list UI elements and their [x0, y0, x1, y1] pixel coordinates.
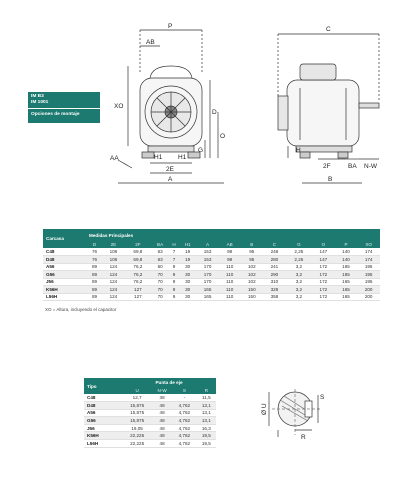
table-cell: 108 — [102, 248, 125, 256]
table-cell: 358 — [263, 293, 286, 301]
shaft-col-header: S — [172, 387, 197, 394]
row-label: C48 — [43, 248, 87, 256]
row-label: J56 — [43, 278, 87, 286]
dim-label-ab: AB — [146, 39, 155, 46]
dim-label-a: A — [168, 176, 173, 183]
table-cell: 172 — [312, 278, 335, 286]
table-cell: 89 — [87, 271, 102, 279]
mounting-box-divider — [28, 108, 100, 109]
table-cell: 48 — [152, 440, 172, 448]
main-col-header: G — [286, 241, 312, 248]
table-cell: 76 — [87, 256, 102, 264]
table-cell: 165 — [335, 286, 358, 294]
table-cell: 69,8 — [125, 256, 151, 264]
dim-label-g: G — [198, 147, 204, 154]
table-cell: 4,762 — [172, 432, 197, 440]
table-cell: 48 — [152, 417, 172, 425]
dim-label-b: B — [328, 176, 333, 183]
table-cell: 48 — [152, 424, 172, 432]
table-cell: 89 — [87, 293, 102, 301]
shaft-table-row — [84, 402, 216, 410]
table-cell: 153 — [196, 248, 219, 256]
table-cell: 95 — [240, 256, 263, 264]
table-cell: 30 — [179, 271, 196, 279]
dim-label-h1-right: H1 — [178, 154, 187, 161]
front-view-drawing — [118, 30, 224, 183]
table-cell: 95 — [240, 248, 263, 256]
shaft-col-header: N-W — [152, 387, 172, 394]
table-cell: 172 — [312, 271, 335, 279]
dim-label-s: S — [320, 394, 325, 401]
table-cell: 140 — [335, 256, 358, 264]
main-table-row — [43, 263, 380, 271]
dim-label-ba: BA — [348, 163, 357, 170]
table-cell: 30 — [179, 293, 196, 301]
table-cell: 195 — [357, 271, 380, 279]
shaft-table-row — [84, 394, 216, 402]
table-cell: 124 — [102, 263, 125, 271]
dim-label-xo: XO — [114, 103, 124, 110]
table-cell: 7 — [169, 248, 179, 256]
row-label: J56 — [84, 424, 122, 432]
dim-label-2e: 2E — [166, 166, 174, 173]
shaft-col-header: R — [197, 387, 216, 394]
table-cell: 108 — [102, 256, 125, 264]
dim-label-2f: 2F — [323, 163, 331, 170]
table-cell: 310 — [263, 278, 286, 286]
table-cell: 124 — [102, 293, 125, 301]
table-cell: 22,225 — [122, 432, 152, 440]
table-cell: 102 — [240, 263, 263, 271]
table-cell: 98 — [219, 256, 241, 264]
row-label: A56 — [84, 409, 122, 417]
main-table-row — [43, 286, 380, 294]
dim-label-h1-left: H1 — [154, 154, 163, 161]
table-cell: 13,1 — [197, 402, 216, 410]
dim-label-p: P — [168, 23, 173, 30]
row-label: A56 — [43, 263, 87, 271]
row-label: L56H — [43, 293, 87, 301]
table-cell: 110 — [219, 263, 241, 271]
mounting-code-lines — [31, 94, 48, 105]
table-cell: 110 — [219, 278, 241, 286]
table-cell: 3,2 — [286, 271, 312, 279]
table-cell: 127 — [125, 286, 151, 294]
main-col-header: XO — [357, 241, 380, 248]
table-cell: 4,762 — [172, 409, 197, 417]
table-cell: 63 — [151, 256, 169, 264]
table-cell: 290 — [263, 271, 286, 279]
mounting-info-box — [28, 92, 100, 123]
table-cell: 2,25 — [286, 248, 312, 256]
row-label: D48 — [43, 256, 87, 264]
table-cell: 15,875 — [122, 417, 152, 425]
table-cell: 172 — [312, 286, 335, 294]
table-cell: 30 — [179, 263, 196, 271]
main-col-header: H — [169, 241, 179, 248]
main-table-row — [43, 271, 380, 279]
dim-label-h: H — [296, 147, 301, 154]
main-col-header: D — [87, 241, 102, 248]
shaft-col-header: U — [122, 387, 152, 394]
row-label: L56H — [84, 440, 122, 448]
shaft-table-label: Tipo — [84, 378, 122, 394]
table-cell: 19 — [179, 248, 196, 256]
main-table-body — [43, 248, 380, 301]
dim-label-r: R — [301, 434, 306, 441]
shaft-table-row — [84, 440, 216, 448]
main-table-label: Carcasa — [43, 229, 87, 248]
main-col-header: P — [335, 241, 358, 248]
main-col-header: AB — [219, 241, 241, 248]
table-cell: 328 — [263, 286, 286, 294]
table-cell: 150 — [240, 286, 263, 294]
table-cell: 9 — [169, 278, 179, 286]
table-cell: 4,762 — [172, 402, 197, 410]
table-cell: 30 — [179, 286, 196, 294]
table-cell: 15,875 — [122, 402, 152, 410]
dim-label-nw: N-W — [364, 163, 377, 170]
table-cell: 3,2 — [286, 293, 312, 301]
main-col-header: H1 — [179, 241, 196, 248]
main-table-row — [43, 248, 380, 256]
mounting-options-label: Opciones de montaje — [31, 112, 80, 117]
table-cell: 4,762 — [172, 440, 197, 448]
table-cell: 165 — [196, 286, 219, 294]
table-cell: 165 — [335, 263, 358, 271]
table-cell: 89 — [87, 263, 102, 271]
shaft-end-table — [84, 378, 216, 448]
table-cell: 89 — [87, 278, 102, 286]
dim-label-aa: AA — [110, 155, 119, 162]
table-cell: 76,2 — [125, 278, 151, 286]
table-cell: 110 — [219, 286, 241, 294]
table-cell: 153 — [196, 256, 219, 264]
table-cell: 15,875 — [122, 409, 152, 417]
table-cell: 200 — [357, 286, 380, 294]
main-table-column-headers — [43, 241, 380, 248]
table-cell: 248 — [263, 248, 286, 256]
table-cell: 147 — [312, 248, 335, 256]
table-cell: 9 — [169, 286, 179, 294]
dim-label-d: D — [212, 109, 217, 116]
main-table-row — [43, 256, 380, 264]
table-cell: 13,1 — [197, 409, 216, 417]
capacitor-note: XO = Altura, incluyendo el capacitor — [45, 307, 117, 312]
main-table-row — [43, 278, 380, 286]
table-cell: 165 — [335, 278, 358, 286]
table-cell: 9 — [169, 293, 179, 301]
table-cell: 174 — [357, 256, 380, 264]
main-table-row — [43, 293, 380, 301]
main-col-header: C — [263, 241, 286, 248]
main-col-header: 2E — [102, 241, 125, 248]
table-cell: 2,25 — [286, 256, 312, 264]
table-cell: 69,8 — [125, 248, 151, 256]
table-cell: 3,2 — [286, 278, 312, 286]
main-dimensions-table — [43, 229, 380, 301]
table-cell: 98 — [219, 248, 241, 256]
table-cell: 63 — [151, 248, 169, 256]
table-cell: 13,1 — [197, 417, 216, 425]
table-cell: 102 — [240, 278, 263, 286]
table-cell: 48 — [152, 409, 172, 417]
shaft-table-row — [84, 409, 216, 417]
table-cell: 48 — [152, 432, 172, 440]
main-col-header: A — [196, 241, 219, 248]
table-cell: 280 — [263, 256, 286, 264]
table-cell: 195 — [357, 263, 380, 271]
row-label: G56 — [43, 271, 87, 279]
table-cell: 124 — [102, 278, 125, 286]
table-cell: 70 — [151, 271, 169, 279]
table-cell: 150 — [240, 293, 263, 301]
main-col-header: BA — [151, 241, 169, 248]
table-cell: 110 — [219, 293, 241, 301]
table-cell: 48 — [152, 402, 172, 410]
row-label: K56H — [84, 432, 122, 440]
table-cell: 12,7 — [122, 394, 152, 402]
table-cell: 140 — [335, 248, 358, 256]
shaft-cross-section-drawing — [250, 385, 350, 455]
table-cell: 195 — [357, 278, 380, 286]
table-cell: 7 — [169, 256, 179, 264]
table-cell: 3,2 — [286, 263, 312, 271]
main-col-header: O — [312, 241, 335, 248]
table-cell: 38 — [152, 394, 172, 402]
table-cell: 200 — [357, 293, 380, 301]
table-cell: 165 — [196, 293, 219, 301]
table-cell: 124 — [102, 271, 125, 279]
table-cell: 172 — [312, 293, 335, 301]
table-cell: 9 — [169, 271, 179, 279]
table-cell: 170 — [196, 278, 219, 286]
table-cell: 19,5 — [197, 440, 216, 448]
row-label: K56H — [43, 286, 87, 294]
table-cell: 4,762 — [172, 424, 197, 432]
shaft-table-group-title: Punta de eje — [122, 378, 216, 387]
shaft-table-row — [84, 417, 216, 425]
table-cell: 30 — [179, 278, 196, 286]
dim-label-o: O — [220, 133, 226, 140]
table-cell: 241 — [263, 263, 286, 271]
row-label: C48 — [84, 394, 122, 402]
dim-label-du: Ø U — [261, 403, 268, 415]
table-cell: 60 — [151, 263, 169, 271]
shaft-table-body — [84, 394, 216, 447]
mounting-code-1: IM B3 — [31, 94, 44, 99]
table-cell: 170 — [196, 271, 219, 279]
main-table-group-title: Medidas Principales — [87, 229, 380, 241]
main-col-header: B — [240, 241, 263, 248]
main-col-header: 2F — [125, 241, 151, 248]
table-cell: 70 — [151, 293, 169, 301]
dim-label-c: C — [326, 26, 331, 33]
table-cell: 76,2 — [125, 263, 151, 271]
table-cell: 9 — [169, 263, 179, 271]
table-cell: 174 — [357, 248, 380, 256]
table-cell: 16,3 — [197, 424, 216, 432]
row-label: G56 — [84, 417, 122, 425]
table-cell: 147 — [312, 256, 335, 264]
table-cell: 172 — [312, 263, 335, 271]
row-label: D48 — [84, 402, 122, 410]
table-cell: 165 — [335, 293, 358, 301]
table-cell: 170 — [196, 263, 219, 271]
shaft-table-row — [84, 424, 216, 432]
table-cell: 4,762 — [172, 417, 197, 425]
table-cell: 11,5 — [197, 394, 216, 402]
side-view-drawing — [278, 34, 379, 183]
table-cell: 165 — [335, 271, 358, 279]
shaft-table-group-row — [84, 378, 216, 387]
table-cell: 76 — [87, 248, 102, 256]
table-cell: 102 — [240, 271, 263, 279]
table-cell: 70 — [151, 286, 169, 294]
table-cell: 70 — [151, 278, 169, 286]
table-cell: - — [172, 394, 197, 402]
table-cell: 19 — [179, 256, 196, 264]
table-cell: 19,5 — [197, 432, 216, 440]
mounting-code-2: IM 1001 — [31, 99, 49, 105]
table-cell: 3,2 — [286, 286, 312, 294]
table-cell: 19,05 — [122, 424, 152, 432]
main-table-group-row — [43, 229, 380, 241]
table-cell: 127 — [125, 293, 151, 301]
table-cell: 22,225 — [122, 440, 152, 448]
shaft-table-row — [84, 432, 216, 440]
table-cell: 110 — [219, 271, 241, 279]
table-cell: 124 — [102, 286, 125, 294]
table-cell: 89 — [87, 286, 102, 294]
table-cell: 76,2 — [125, 271, 151, 279]
